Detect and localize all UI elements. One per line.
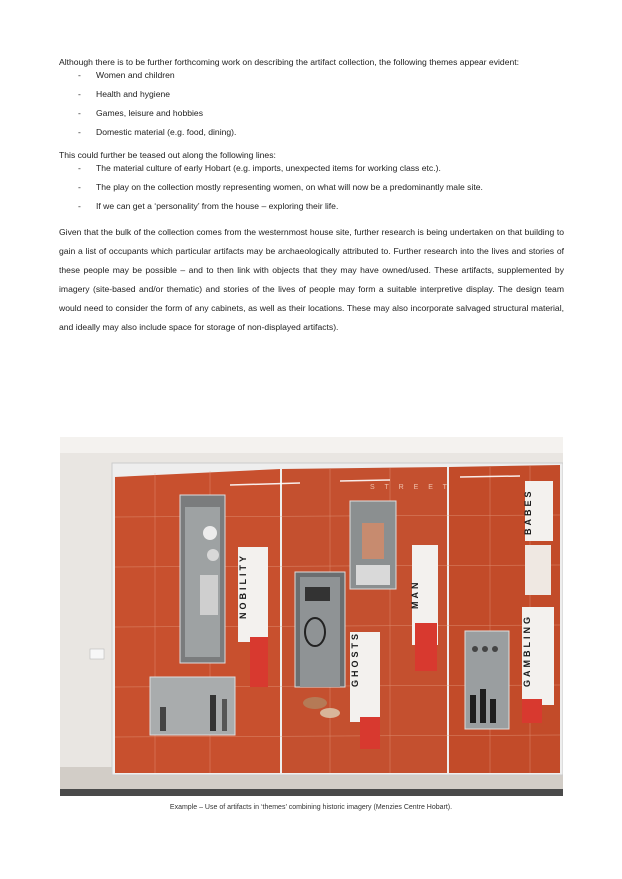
figure-caption: Example – Use of artifacts in ‘themes’ combining historic imagery (Menzies Centre Hobart). <box>169 804 453 811</box>
dash-bullet: - <box>78 127 81 137</box>
red-card <box>360 717 380 749</box>
list-item: - Women and children <box>78 70 175 80</box>
street-text: S T R E E T <box>370 484 451 491</box>
theme-label-ghosts: GHOSTS <box>350 630 360 687</box>
list-item: - Domestic material (e.g. food, dining). <box>78 127 237 137</box>
lines-list <box>59 162 564 213</box>
display-illustration <box>60 437 563 796</box>
document-page <box>59 56 564 337</box>
list-item: - If we can get a ‘personality’ from the house – exploring their life. <box>78 201 339 211</box>
themes-list <box>59 69 564 139</box>
list-item: - The material culture of early Hobart (e.g. imports, unexpected items for working class etc.). <box>78 163 441 173</box>
dash-bullet: - <box>78 182 81 192</box>
body-paragraph: Given that the bulk of the collection comes from the westernmost house site, further research is being undertaken on that building to gain a list of occupants which particular artifacts may be archaeologically attributed to. Further research into the lives and stories of these people may be possible – and to then link with objects that they may have owned/used. These artifacts, supplemented by imagery (site-based and/or thematic) and stories of the lives of people may form a suitable interpretive display. The design team would need to consider the form of any cabinets, as well as their locations. These may also incorporate salvaged structural material, and ideally may also include space for storage of non-displayed artifacts). <box>59 227 564 332</box>
showcase <box>350 501 396 589</box>
showcase <box>180 495 225 663</box>
showcase <box>465 631 509 729</box>
dash-bullet: - <box>78 70 81 80</box>
dash-bullet: - <box>78 163 81 173</box>
list-item: - The play on the collection mostly representing women, on what will now be a predominantly male site. <box>78 182 483 192</box>
theme-label-babes: BABES <box>523 488 533 535</box>
theme-label-man: MAN <box>410 579 420 609</box>
list-item: - Games, leisure and hobbies <box>78 108 204 118</box>
dash-bullet: - <box>78 201 81 211</box>
red-card <box>415 623 437 671</box>
showcase <box>150 677 235 735</box>
theme-label-nobility: NOBILITY <box>238 553 248 619</box>
intro-paragraph: Although there is to be further forthcoming work on describing the artifact collection, the following themes appear evident: <box>59 57 520 67</box>
list-item: - Health and hygiene <box>78 89 171 99</box>
dash-bullet: - <box>78 108 81 118</box>
theme-label-gambling: GAMBLING <box>522 614 532 687</box>
text-card <box>525 545 551 595</box>
red-card <box>250 637 268 687</box>
dash-bullet: - <box>78 89 81 99</box>
lead-paragraph: This could further be teased out along the following lines: <box>59 150 276 160</box>
red-card <box>522 699 542 723</box>
museum-display-photo <box>60 437 563 796</box>
